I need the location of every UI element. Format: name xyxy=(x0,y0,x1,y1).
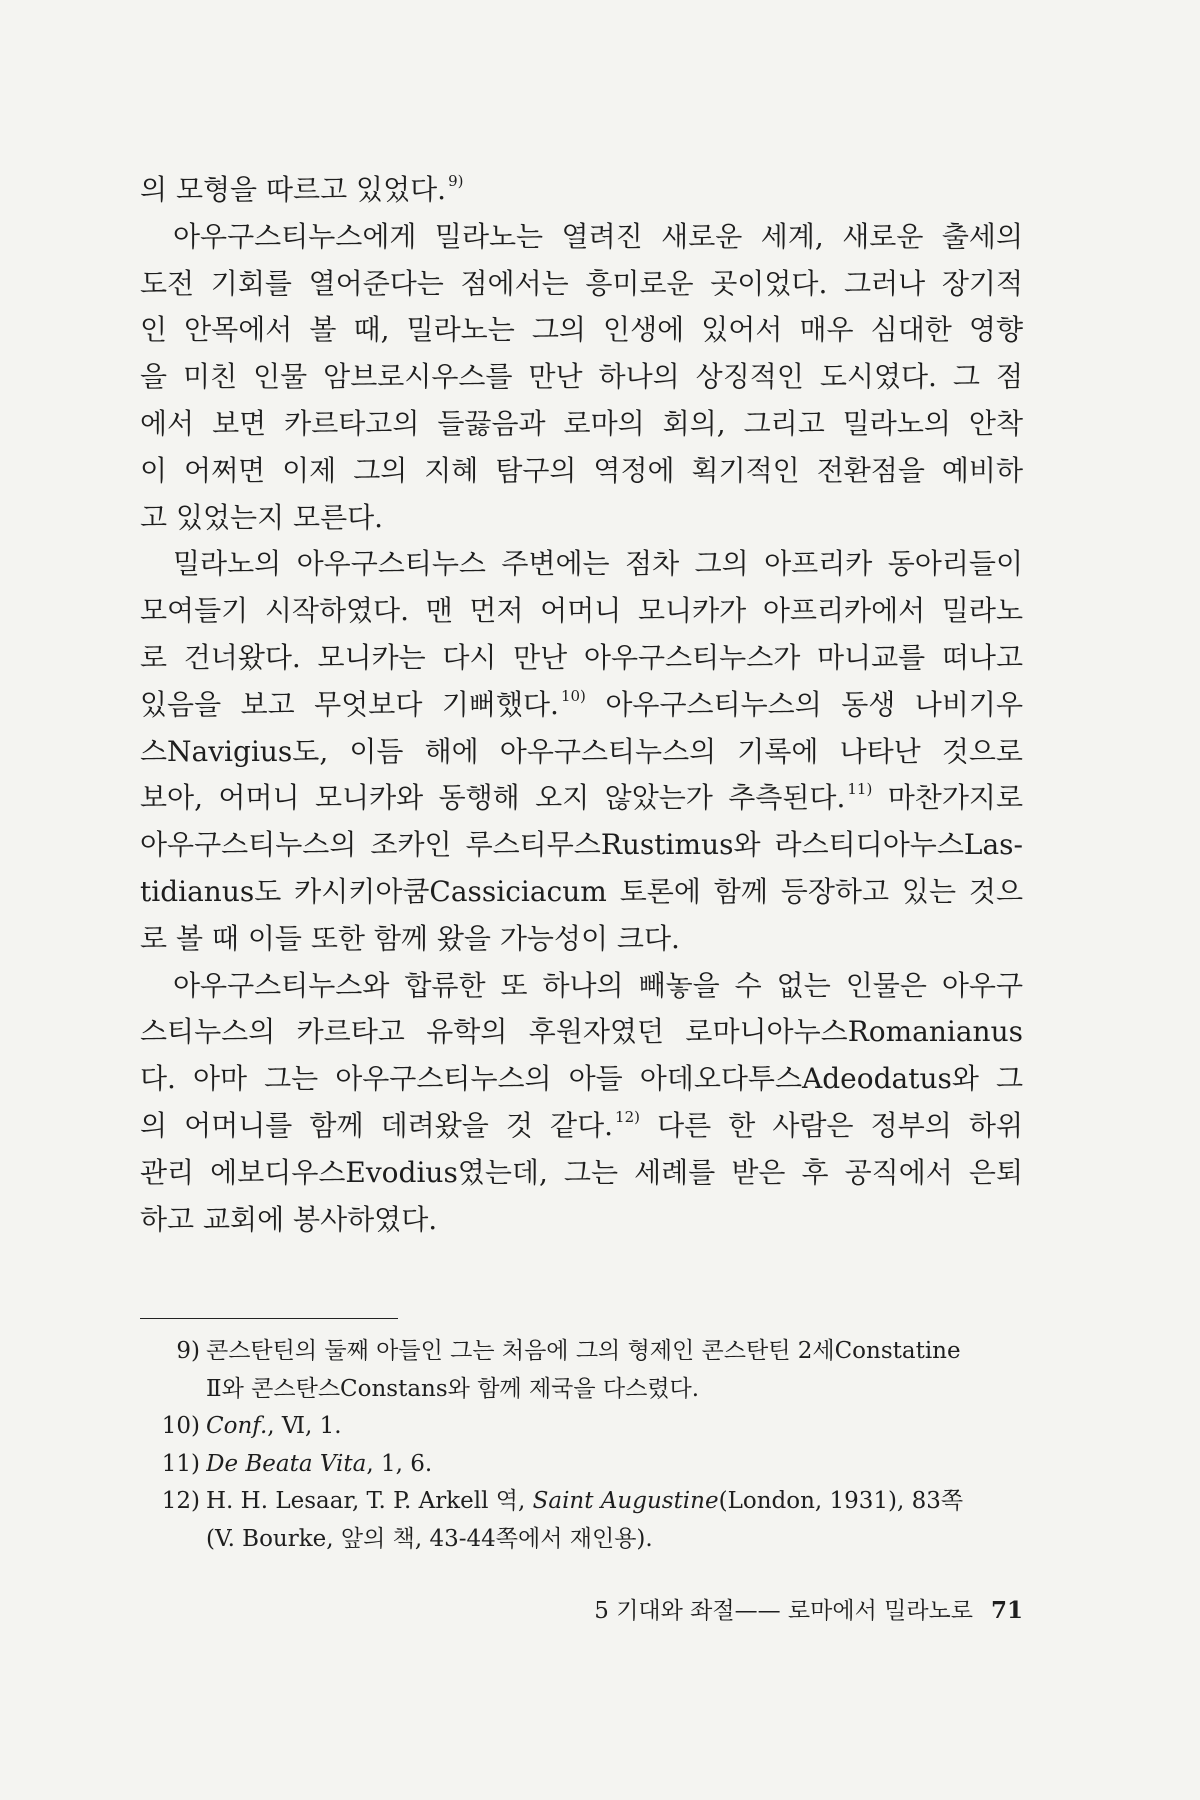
text-line: 에서 보면 카르타고의 들끓음과 로마의 회의, 그리고 밀라노의 안착 xyxy=(140,406,1023,440)
text-line: 로 건너왔다. 모니카는 다시 만난 아우구스티누스가 마니교를 떠나고 xyxy=(140,640,1023,674)
footnote-10 xyxy=(154,1408,1024,1446)
text-line: 하고 교회에 봉사하였다. xyxy=(140,1202,438,1236)
text-line: 아우구스티누스와 합류한 또 하나의 빼놓을 수 없는 인물은 아우구 xyxy=(173,968,1023,1002)
text-line: 도전 기회를 열어준다는 점에서는 흥미로운 곳이었다. 그러나 장기적 xyxy=(140,266,1023,300)
footnote-ref[interactable]: 9) xyxy=(448,172,464,190)
text-line: 다. 아마 그는 아우구스티누스의 아들 아데오다투스Adeodatus와 그 xyxy=(140,1062,1023,1096)
running-chapter-title: 5 기대와 좌절—— 로마에서 밀라노로 xyxy=(594,1598,973,1624)
footnote-text: (V. Bourke, 앞의 책, 43-44쪽에서 재인용). xyxy=(206,1525,653,1552)
text-line: 을 미친 인물 암브로시우스를 만난 하나의 상징적인 도시였다. 그 점 xyxy=(140,360,1023,394)
footnote-9-continued xyxy=(154,1371,1024,1409)
text-line: 스티누스의 카르타고 유학의 후원자였던 로마니아누스Romanianus xyxy=(140,1015,1023,1049)
text-line: tidianus도 카시키아쿰Cassiciacum 토론에 함께 등장하고 있는 것으 xyxy=(140,874,1023,908)
footnote-divider xyxy=(140,1318,398,1319)
text-line: 인 안목에서 볼 때, 밀라노는 그의 인생에 있어서 매우 심대한 영향 xyxy=(140,313,1023,347)
footnote-number: 9) xyxy=(176,1338,200,1364)
footnote-11 xyxy=(154,1446,1024,1484)
text-line: 이 어쩌면 이제 그의 지혜 탐구의 역정에 획기적인 전환점을 예비하 xyxy=(140,453,1023,487)
footnote-ref[interactable]: 10) xyxy=(560,686,586,705)
page-footer xyxy=(140,1592,1023,1625)
footnote-ref[interactable]: 12) xyxy=(615,1107,640,1126)
text-line: 보아, 어머니 모니카와 동행해 오지 않았는가 추측된다. $^{11)}$ 마찬가지로 xyxy=(140,780,1023,815)
page-number: 71 xyxy=(990,1597,1023,1624)
text-line: 모여들기 시작하였다. 맨 먼저 어머니 모니카가 아프리카에서 밀라노 xyxy=(140,594,1023,628)
text-line: 관리 에보디우스Evodius였는데, 그는 세례를 받은 후 공직에서 은퇴 xyxy=(140,1155,1023,1189)
footnotes xyxy=(154,1333,1024,1558)
footnote-text: Ⅱ와 콘스탄스Constans와 함께 제국을 다스렸다. xyxy=(206,1375,700,1402)
footnote-12-continued xyxy=(154,1521,1024,1559)
text-line: 고 있었는지 모른다. xyxy=(140,500,384,534)
text-line: 아우구스티누스에게 밀라노는 열려진 새로운 세계, 새로운 출세의 xyxy=(173,219,1023,253)
text-line: 밀라노의 아우구스티누스 주변에는 점차 그의 아프리카 동아리들이 xyxy=(173,547,1023,581)
text-line: 있음을 보고 무엇보다 기뻐했다. $^{10)}$ 아우구스티누스의 동생 나비기우 xyxy=(140,686,1023,721)
body-text xyxy=(140,167,1023,1243)
footnote-12 xyxy=(154,1483,1024,1521)
footnote-number: 10) xyxy=(161,1413,200,1439)
footnote-ref[interactable]: 11) xyxy=(847,780,873,799)
text-line: 스Navigius도, 이듬 해에 아우구스티누스의 기록에 나타난 것으로 xyxy=(140,734,1023,768)
text-line: 의 모형을 따르고 있었다. $^{9)}$ xyxy=(140,172,464,206)
footnote-text: H. H. Lesaar, T. P. Arkell 역, Saint Augustine(London, 1931), 83쪽 xyxy=(206,1488,964,1514)
footnote-number: 12) xyxy=(161,1488,200,1514)
footnote-text: De Beata Vita, 1, 6. xyxy=(206,1450,433,1477)
footnote-number: 11) xyxy=(161,1450,200,1477)
text-line: 의 어머니를 함께 데려왔을 것 같다. $^{12)}$ 다른 한 사람은 정부의 하위 xyxy=(140,1107,1023,1142)
footnote-text: 콘스탄틴의 둘째 아들인 그는 처음에 그의 형제인 콘스탄틴 2세Constatine xyxy=(206,1338,961,1364)
footnote-9 xyxy=(154,1333,1024,1371)
text-line: 아우구스티누스의 조카인 루스티무스Rustimus와 라스티디아누스Las- xyxy=(140,828,1023,862)
footnote-text: Conf., Ⅵ, 1. xyxy=(206,1413,342,1439)
text-line: 로 볼 때 이들 또한 함께 왔을 가능성이 크다. xyxy=(140,921,680,955)
